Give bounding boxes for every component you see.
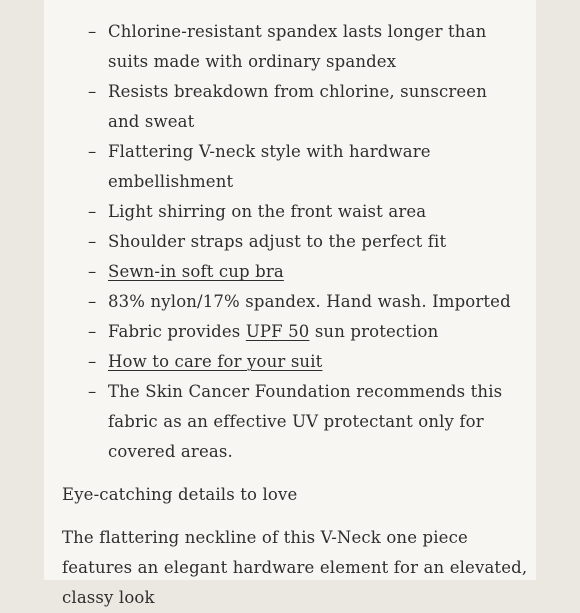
bullet-dash: –	[88, 262, 97, 281]
list-item	[44, 287, 536, 317]
skin-cancer-note: The Skin Cancer Foundation recommends this fabric as an effective UV protectant only for covered areas.	[108, 382, 503, 461]
bullet-dash: –	[88, 232, 97, 251]
feature-text: Light shirring on the front waist area	[108, 202, 427, 221]
list-item	[44, 77, 536, 137]
list-item	[44, 17, 536, 77]
bullet-dash: –	[88, 142, 97, 161]
soft-cup-bra-link[interactable]: Sewn-in soft cup bra	[108, 262, 284, 281]
feature-text: Chlorine-resistant spandex lasts longer than suits made with ordinary spandex	[108, 22, 487, 71]
feature-text: Resists breakdown from chlorine, sunscreen and sweat	[108, 82, 487, 131]
list-item	[44, 197, 536, 227]
details-heading: Eye-catching details to love	[62, 485, 298, 504]
list-item	[44, 137, 536, 197]
bullet-dash: –	[88, 322, 97, 341]
care-guide-link[interactable]: How to care for your suit	[108, 352, 323, 371]
product-description-panel	[44, 0, 536, 607]
bullet-dash: –	[88, 382, 97, 401]
list-item	[44, 227, 536, 257]
list-item	[44, 317, 536, 347]
details-body: The flattering neckline of this V-Neck one piece features an elegant hardware element for an elevated, classy look	[62, 528, 528, 607]
list-item	[44, 257, 536, 287]
upf-prefix-text: Fabric provides	[108, 322, 246, 341]
upf-50-link[interactable]: UPF 50	[245, 322, 310, 341]
list-item	[44, 377, 536, 467]
bullet-dash: –	[88, 82, 97, 101]
bullet-dash: –	[88, 22, 97, 41]
fabric-content-text: 83% nylon/17% spandex. Hand wash. Imported	[108, 292, 511, 311]
upf-suffix-text: sun protection	[309, 322, 439, 341]
bullet-dash: –	[88, 292, 97, 311]
feature-list	[44, 17, 536, 467]
feature-text: Flattering V-neck style with hardware embellishment	[108, 142, 431, 191]
bullet-dash: –	[88, 202, 97, 221]
list-item	[44, 347, 536, 377]
feature-text: Shoulder straps adjust to the perfect fit	[108, 232, 447, 251]
bullet-dash: –	[88, 352, 97, 371]
